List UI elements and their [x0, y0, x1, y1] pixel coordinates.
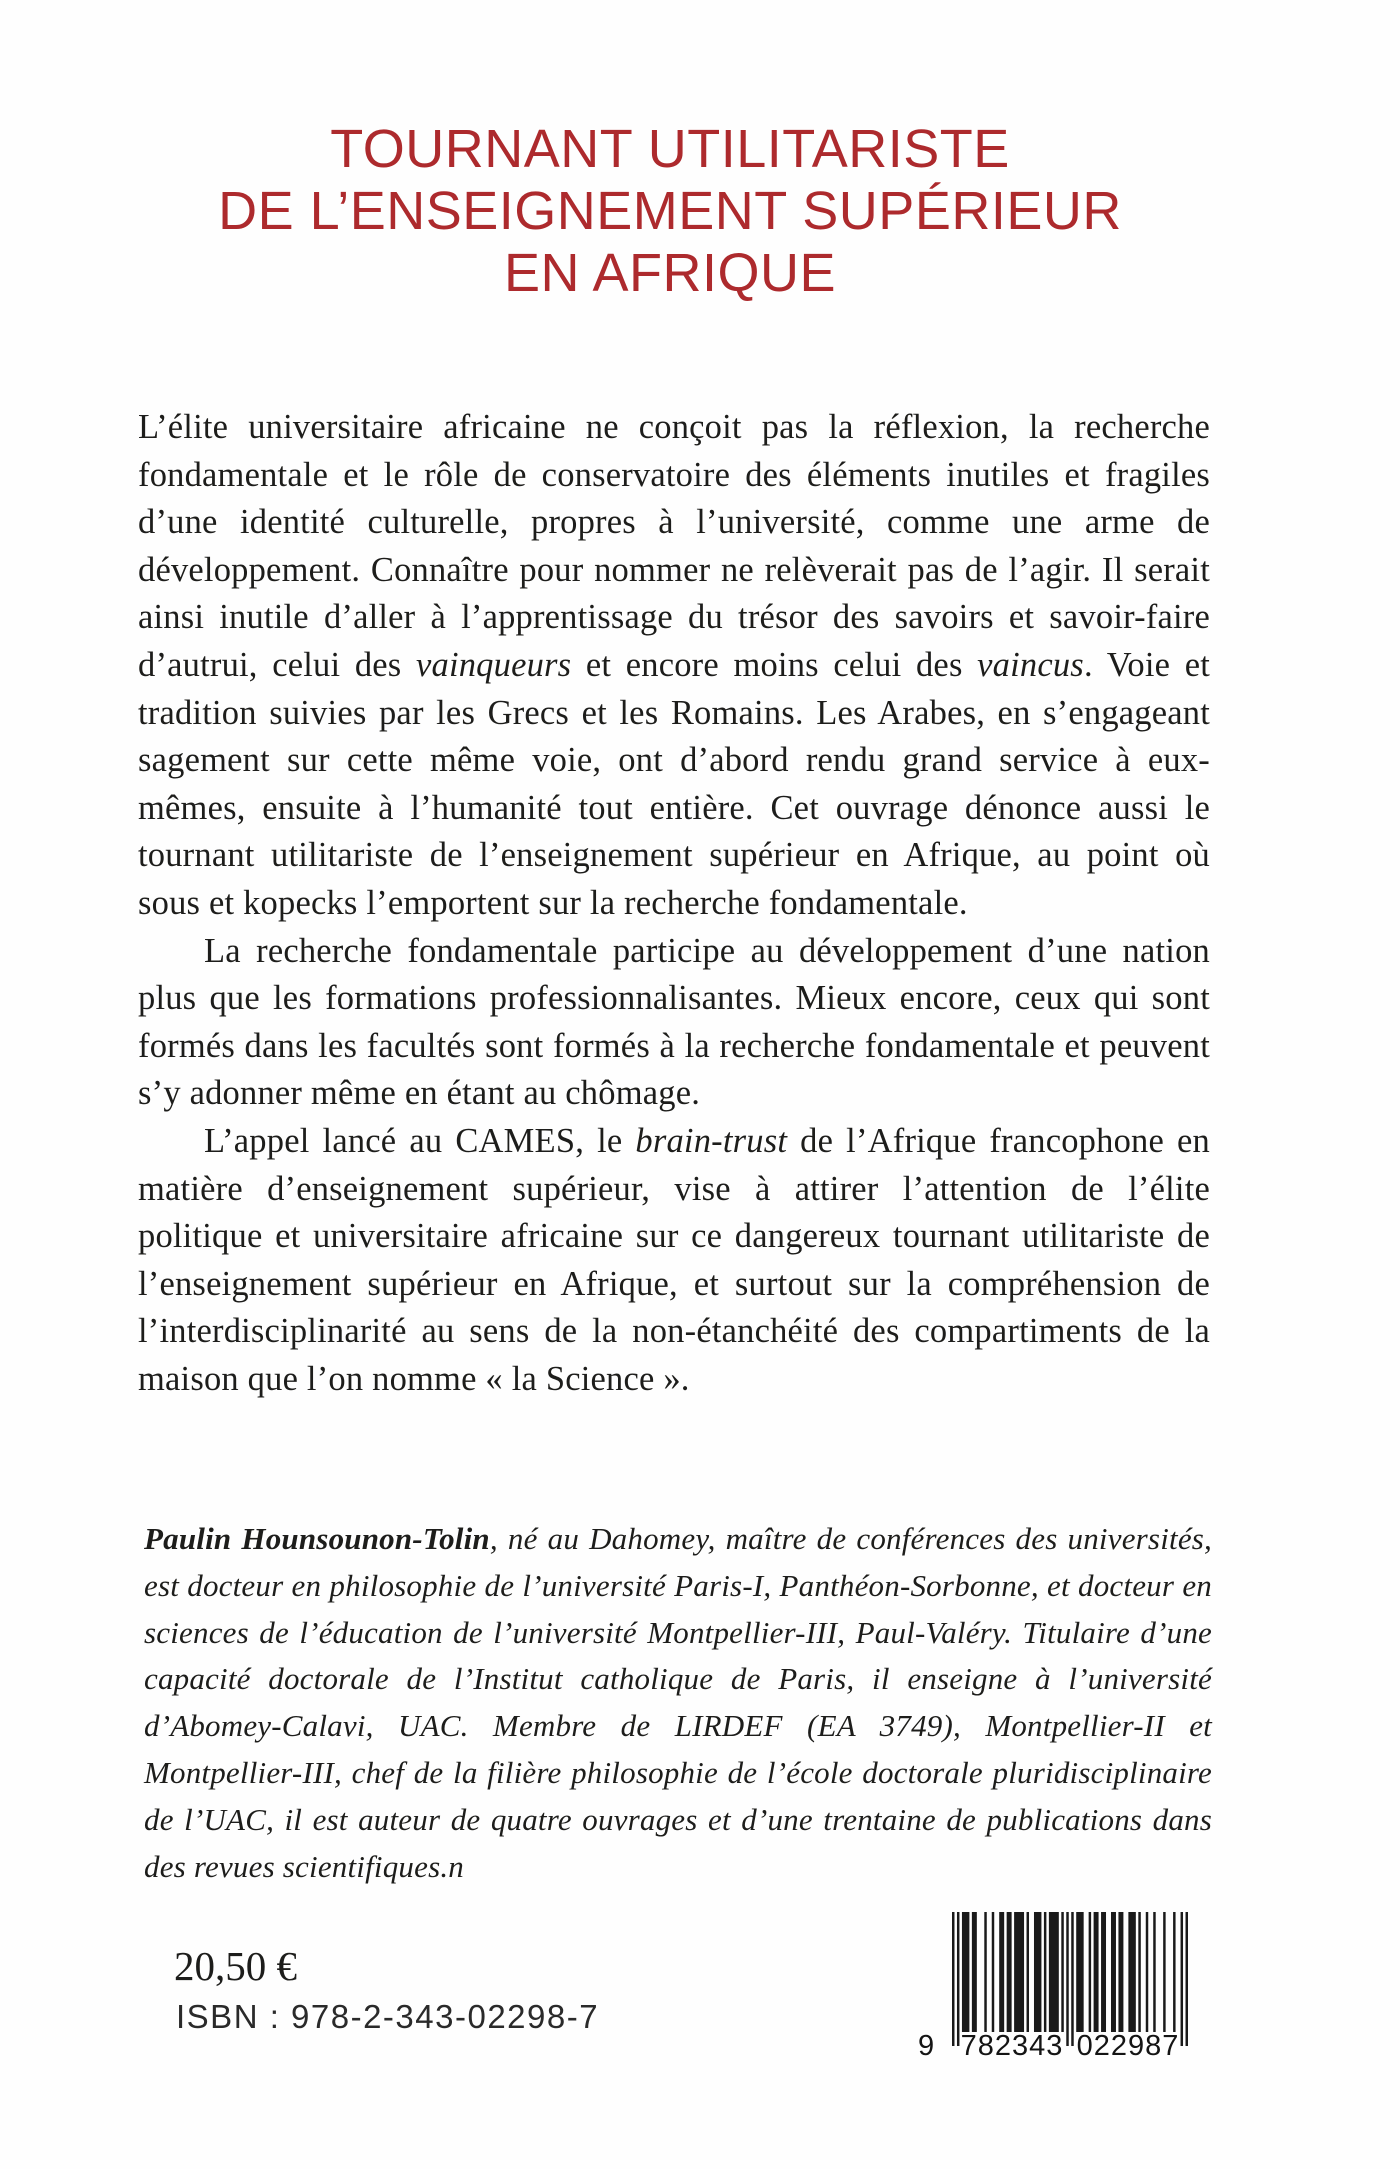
- synopsis-text: La recherche fondamentale participe au développement d’une nation plus que les formations professionnalisantes. Mieux encore, ceux qui sont formés dans les facultés sont formés à la recherche fondamentale et peuvent s’y adonner même en étant au chômage.: [138, 931, 1210, 1113]
- title-line-1: TOURNANT UTILITARISTE: [330, 119, 1010, 179]
- synopsis-text: et encore moins celui des: [571, 645, 978, 684]
- barcode-digit-group-1: 782343: [960, 2030, 1064, 2062]
- synopsis: [138, 404, 1210, 1403]
- synopsis-text: L’élite universitaire africaine ne conçoit pas la réflexion, la recherche fondamentale et le rôle de conservatoire des éléments inutiles et fragiles d’une identité culturelle, propres à l’université, comme une arme de développement. Connaître pour nommer ne relèverait pas de l’agir. Il serait ainsi inutile d’aller à l’apprentissage du trésor des savoirs et savoir-faire d’autrui, celui des: [138, 408, 1210, 684]
- barcode-lead-digit: 9: [918, 2030, 935, 2062]
- synopsis-text: de l’Afrique francophone en matière d’enseignement supérieur, vise à attirer l’attention de l’élite politique et universitaire africaine sur ce dangereux tournant utilitariste de l’enseignement supérieur en Afrique, et surtout sur la compréhension de l’interdisciplinarité au sens de la non-étanchéité des compartiments de la maison que l’on nomme « la Science ».: [138, 1121, 1210, 1398]
- author-bio: [144, 1516, 1212, 1890]
- author-bio-text: , né au Dahomey, maître de conférences des universités, est docteur en philosophie de l’université Paris-I, Panthéon-Sorbonne, et docteur en sciences de l’éducation de l’université Montpellier-III, Paul-Valéry. Titulaire d’une capacité doctorale de l’Institut catholique de Paris, il enseigne à l’université d’Abomey-Calavi, UAC. Membre de LIRDEF (EA 3749), Montpellier-II et Montpellier-III, chef de la filière philosophie de l’école doctorale pluridisciplinaire de l’UAC, il est auteur de quatre ouvrages et d’une trentaine de publications dans des revues scientifiques.n: [144, 1521, 1212, 1884]
- book-title: [130, 118, 1210, 304]
- price: 20,50 €: [174, 1943, 297, 1989]
- author-name: Paulin Hounsounon-Tolin: [144, 1521, 490, 1556]
- synopsis-paragraph-2: [138, 928, 1210, 1118]
- synopsis-text: L’appel lancé au CAMES, le: [204, 1121, 636, 1160]
- italic-term-brain-trust: brain-trust: [635, 1121, 788, 1160]
- italic-term-vainqueurs: vainqueurs: [415, 645, 572, 684]
- ean13-barcode: [918, 1912, 1196, 2064]
- barcode-bars-icon: [952, 1912, 1188, 2046]
- synopsis-paragraph-3: [138, 1118, 1210, 1404]
- synopsis-text: . Voie et tradition suivies par les Grecs et les Romains. Les Arabes, en s’engageant sagement sur cette même voie, ont d’abord rendu grand service à eux-mêmes, ensuite à l’humanité tout entière. Cet ouvrage dénonce aussi le tournant utilitariste de l’enseignement supérieur en Afrique, au point où sous et kopecks l’emportent sur la recherche fondamentale.: [138, 645, 1210, 922]
- title-line-2: DE L’ENSEIGNEMENT SUPÉRIEUR: [218, 181, 1122, 241]
- synopsis-paragraph-1: [138, 404, 1210, 928]
- barcode-digit-group-2: 022987: [1076, 2030, 1180, 2062]
- title-line-3: EN AFRIQUE: [503, 243, 837, 303]
- italic-term-vaincus: vaincus: [977, 645, 1084, 684]
- isbn-number: ISBN : 978-2-343-02298-7: [176, 1998, 600, 2035]
